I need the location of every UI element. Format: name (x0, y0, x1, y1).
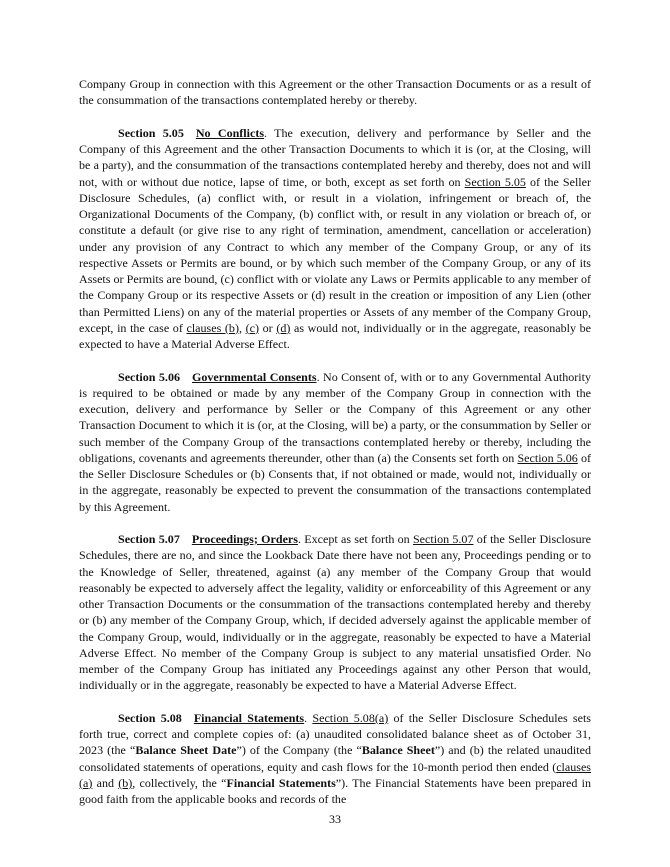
section-reference: Section 5.08(a) (312, 710, 389, 725)
section-text: . Except as set forth on (297, 532, 413, 546)
section-title: No Conflicts (195, 125, 265, 140)
section-number: Section 5.05 (118, 125, 184, 140)
section-text: ”) of the Company (the “ (236, 743, 362, 758)
section-text: or (259, 320, 277, 335)
section-text: as would not, individually or in the aggregate, reasonably be expected to have a Material Adverse Effect. (79, 320, 592, 351)
section-text: of the Seller Disclosure Schedules sets forth true, correct and complete copies of: (a) unaudited consolidated balance sheet as of October 31, 2023 (the “ (79, 710, 591, 758)
section-text: , (238, 320, 246, 335)
section-reference: Section 5.05 (464, 174, 526, 189)
section-text: of the Seller Disclosure Schedules, (a) conflict with, or result in a violation, infringement or breach of, the Organizational Documents of the Company, (b) conflict with, or result in any violation or breach of, or constitute a default (or give rise to any right of termination, amendment, cancellation or acceleration) under any provision of any Contract to which any member of the Company Group, or any of its respective Assets or Permits are bound, or by which such member of the Company Group, or any of its Assets or Permits are bound, (c) conflict with or violate any Laws or Permits applicable to any member of the Company Group or its respective Assets or (d) result in the creation or imposition of any Lien (other than Permitted Liens) on any of the material properties or Assets of any member of the Company Group, except, in the case of (79, 174, 592, 335)
section-text: of the Seller Disclosure Schedules or (b) Consents that, if not obtained or made, would not, individually or in the aggregate, reasonably be expected to prevent the consummation of the transactions contemplated by this Agreement. (79, 450, 591, 514)
section-5-07 (79, 531, 591, 694)
section-text: , collectively, the “ (132, 775, 227, 790)
section-5-05 (79, 125, 591, 353)
section-title: Financial Statements (193, 710, 305, 725)
clause-reference: clauses (a) (79, 759, 591, 790)
document-page (79, 76, 591, 824)
intro-paragraph: Company Group in connection with this Agreement or the other Transaction Documents or as a result of the consummation of the transactions contemplated hereby or thereby. (79, 77, 591, 108)
section-reference: Section 5.06 (517, 450, 578, 465)
section-text: . The execution, delivery and performance by Seller and the Company of this Agreement and the other Transaction Documents to which it is (or, at the Closing, will be a party), and the consummation of the transactions contemplated hereby and thereby, does not and will not, with or without due notice, lapse of time, or both, except as set forth on (79, 125, 591, 189)
section-title: Proceedings; Orders (191, 532, 298, 546)
section-number: Section 5.08 (118, 710, 182, 725)
clause-reference: (d) (276, 320, 291, 335)
section-title: Governmental Consents (192, 369, 317, 384)
page-number: 33 (328, 812, 342, 826)
section-text: and (92, 775, 119, 790)
defined-term: Balance Sheet (361, 743, 435, 758)
section-text: of the Seller Disclosure Schedules, there are no, and since the Lookback Date there have not been any, Proceedings pending or to the Knowledge of Seller, threatened, against (a) any member of the Company Group that would reasonably be expected to adversely affect the legality, validity or enforceability of this Agreement or any other Transaction Documents or the consummation of the transactions contemplated hereby and thereby or (b) any member of the Company Group, which, if decided adversely against the applicable member of the Company Group, would, individually or in the aggregate, reasonably be expected to have a Material Adverse Effect. No member of the Company Group is subject to any material unsatisfied Order. No member of the Company Group has initiated any Proceedings against any other Person that would, individually or in the aggregate, reasonably be expected to have a Material Adverse Effect. (79, 532, 591, 693)
section-5-06 (79, 369, 591, 515)
section-text: ”) and (b) the related unaudited consolidated statements of operations, equity and cash flows for the 10-month period then ended ( (79, 743, 591, 774)
clause-reference: (c) (245, 320, 259, 335)
section-text: . No Consent of, with or to any Governmental Authority is required to be obtained or made by any member of the Company Group in connection with the execution, delivery and performance by Seller or the Company of this Agreement or any other Transaction Document to which it is (or, at the Closing, will be) a party, or the consummation by Seller or such member of the Company Group of the transactions contemplated hereby or thereby, including the obligations, covenants and agreements thereunder, other than (a) the Consents set forth on (79, 369, 591, 465)
section-5-08 (79, 710, 591, 808)
defined-term: Balance Sheet Date (135, 743, 237, 758)
defined-term: Financial Statements (226, 775, 336, 790)
section-number: Section 5.06 (118, 369, 180, 384)
clause-reference: (b) (118, 775, 133, 790)
section-text: ”). The Financial Statements have been prepared in good faith from the applicable books and records of the (79, 775, 591, 806)
clause-reference: clauses (b) (186, 320, 239, 335)
section-number: Section 5.07 (118, 532, 180, 546)
section-text: . (304, 710, 313, 725)
section-reference: Section 5.07 (412, 532, 474, 546)
